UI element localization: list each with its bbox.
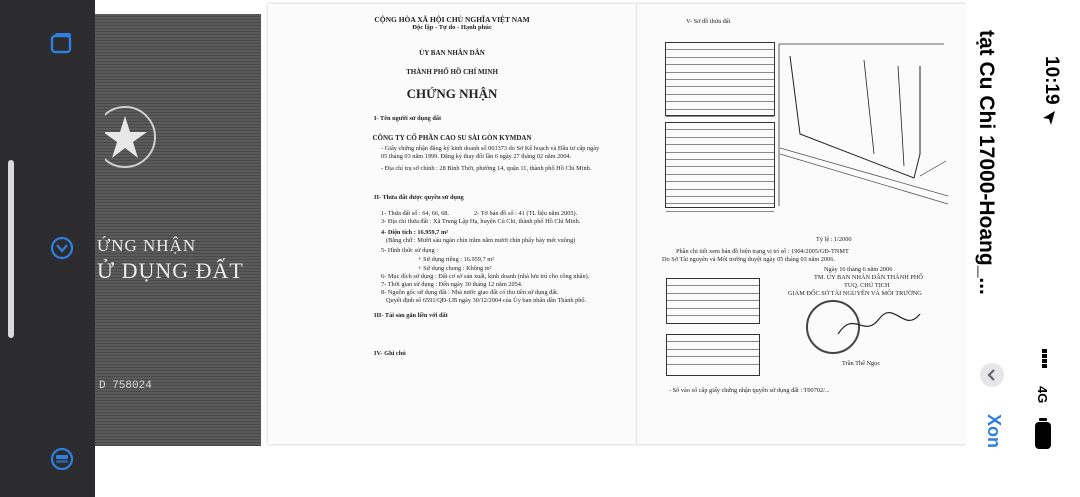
action-button[interactable]: Xon	[984, 414, 1004, 448]
certificate-document	[268, 4, 966, 444]
text-line-a: - Giấy chứng nhận đăng ký kinh doanh số 063373 do Sở Kế hoạch và Đầu tư cấp ngày	[381, 145, 600, 152]
parcel-address: 3- Địa chỉ thửa đất : Xã Trung Lập Hạ, huyện Củ Chi, thành phố Hồ Chí Minh.	[381, 218, 581, 225]
left-sidebar	[0, 0, 95, 497]
battery-icon	[1034, 418, 1052, 450]
network-type: 4G	[1035, 386, 1050, 404]
status-bar	[966, 0, 1080, 497]
section-3: III- Tài sản gắn liền với đất	[374, 312, 448, 319]
duplicate-icon[interactable]	[49, 30, 75, 56]
coordinate-table-3	[666, 278, 760, 324]
signatory-line-2: TUQ. CHỦ TỊCH	[844, 282, 890, 289]
navigate-icon[interactable]	[49, 235, 75, 261]
usage-origin: 8- Nguồn gốc sử dụng đất : Nhà nước giao đất có thu tiền sử dụng đất.	[381, 289, 559, 296]
map-sheet: 2- Tờ bản đồ số : 41 (TL liệu năm 2005).	[474, 210, 578, 217]
coordinate-table-1	[665, 42, 775, 116]
signature-icon	[834, 304, 924, 344]
cover-title-line2: Ử DỤNG ĐẤT	[97, 258, 244, 283]
chevron-left-icon	[980, 363, 1004, 387]
committee: ỦY BAN NHÂN DÂN	[419, 49, 485, 57]
usage-term: 7- Thời gian sử dụng : Đến ngày 30 tháng 12 năm 2054.	[381, 281, 523, 288]
clock: 10:19	[1041, 56, 1062, 105]
section-2: II- Thửa đất được quyền sử dụng	[374, 194, 464, 201]
cover-title-line1: ỨNG NHẬN	[97, 236, 197, 255]
decision: Quyết định số 6591/QĐ-UB ngày 30/12/2004 của Ủy ban nhân dân Thành phố.	[386, 297, 587, 304]
doc-title: CHỨNG NHẬN	[406, 86, 498, 101]
issue-date: Ngày 16 tháng 6 năm 2006	[824, 266, 893, 273]
area: 4- Diện tích : 16.959,7 m²	[381, 229, 449, 236]
layers-icon[interactable]	[49, 446, 75, 472]
resize-handle[interactable]	[8, 160, 14, 338]
city: THÀNH PHỐ HỒ CHÍ MINH	[406, 68, 498, 76]
cover-serial: D 758024	[99, 380, 152, 392]
map-note-2: Do Sở Tài nguyên và Môi trường duyệt ngày 05 tháng 03 năm 2006.	[662, 256, 835, 263]
area-words: (Bằng chữ : Mười sáu ngàn chín trăm năm mươi chín phẩy bảy mét vuông)	[386, 237, 576, 244]
section-1: I- Tên người sử dụng đất	[374, 115, 442, 122]
usage-purpose: 6- Mục đích sử dụng : Đất cơ sở sản xuất, kinh doanh (nhà lưu trú cho công nhân).	[381, 273, 590, 280]
coordinate-table-2	[665, 122, 775, 208]
signer-name: Trần Thế Ngọc	[842, 360, 881, 367]
section-4: IV- Ghi chú	[374, 350, 406, 357]
text-line-b: 05 tháng 03 năm 1999. Đăng ký thay đổi lần 6 ngày 27 tháng 02 năm 2004.	[381, 153, 572, 160]
motto: Độc lập - Tự do - Hạnh phúc	[412, 24, 492, 31]
usage-private: + Sử dụng riêng : 16.959,7 m²	[418, 256, 495, 263]
nation-header: CỘNG HÒA XÃ HỘI CHỦ NGHĨA VIỆT NAM	[374, 15, 530, 24]
section-5: V- Sơ đồ thửa đất	[686, 18, 731, 25]
company-name: CÔNG TY CỔ PHẦN CAO SU SÀI GÒN KYMDAN	[372, 134, 532, 142]
signal-icon	[1032, 348, 1048, 370]
location-arrow-icon	[1042, 110, 1056, 126]
parcel-number: 1- Thửa đất số : 64, 66, 68.	[381, 210, 450, 217]
coordinate-table-4	[666, 334, 760, 376]
signatory-line-1: TM. ỦY BAN NHÂN DÂN THÀNH PHỐ	[814, 274, 923, 281]
back-button[interactable]	[980, 363, 1004, 387]
map-scale: Tỷ lệ : 1/2000	[816, 236, 852, 243]
usage-form: 5- Hình thức sử dụng :	[381, 247, 439, 254]
registry-number: - Số vào sổ cấp giấy chứng nhận quyền sử dụng đất : T00702/...	[669, 387, 830, 394]
document-title[interactable]: tạt Cu Chi 17000-Hoang_...	[975, 30, 998, 295]
text-line-c: - Địa chỉ trụ sở chính : 28 Bình Thới, phường 14, quận 11, thành phố Hồ Chí Minh.	[381, 165, 592, 172]
page-fold	[636, 4, 637, 444]
usage-shared: + Sử dụng chung : Không m²	[418, 265, 492, 272]
certificate-cover	[95, 14, 261, 446]
signatory-line-3: GIÁM ĐỐC SỞ TÀI NGUYÊN VÀ MÔI TRƯỜNG	[788, 290, 922, 297]
national-emblem-icon	[105, 102, 165, 172]
map-note-1: Phần chi tiết xem bản đồ hiện trạng vị trí số : 1904/2005/GĐ-TNMT	[676, 248, 849, 255]
parcel-map	[774, 36, 954, 216]
